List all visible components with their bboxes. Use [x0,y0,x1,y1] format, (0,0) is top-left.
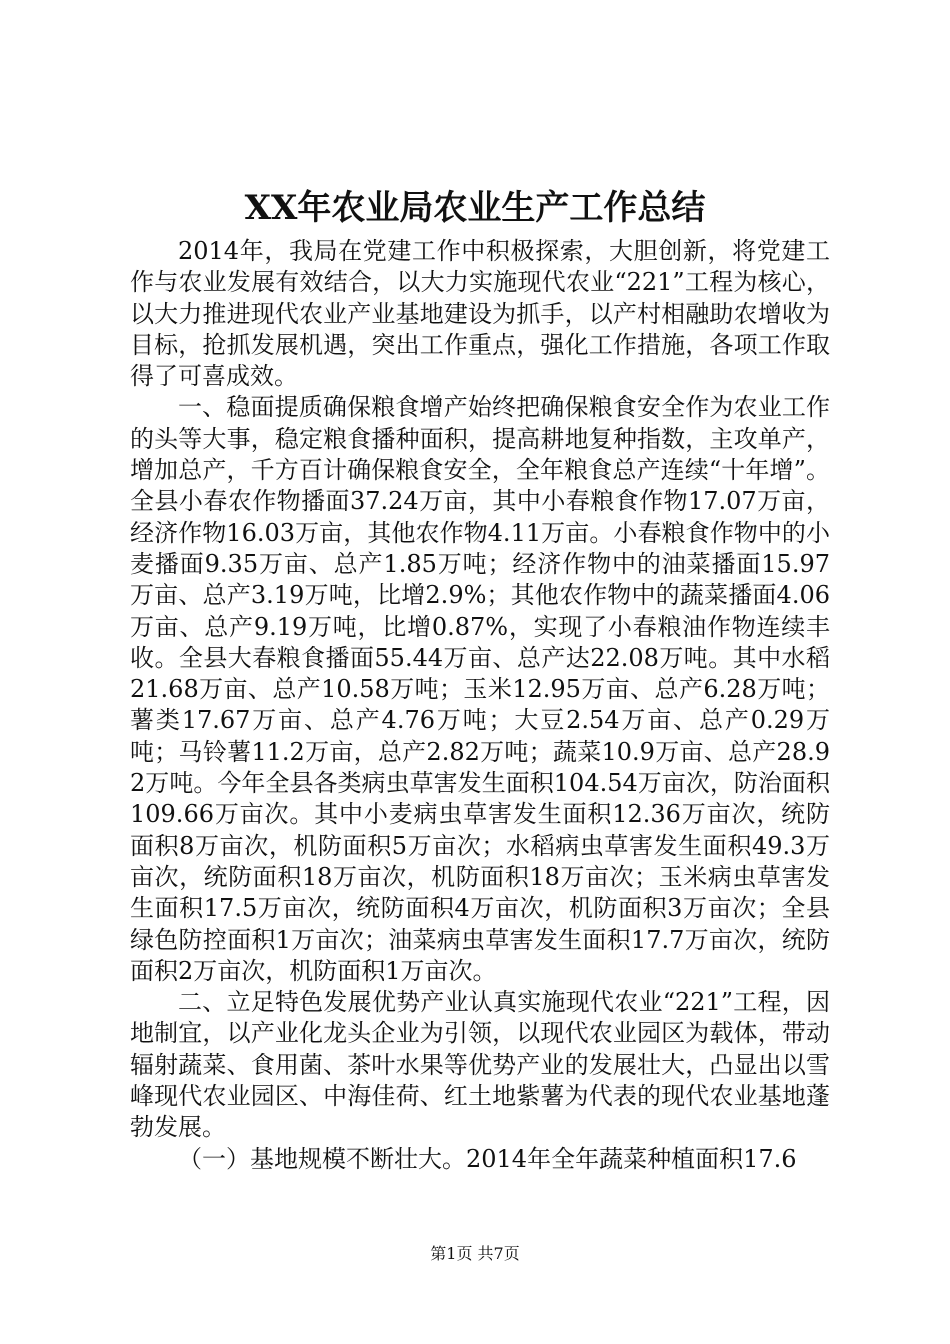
page-title: XX年农业局农业生产工作总结 [244,188,706,228]
paragraph-intro: 2014年，我局在党建工作中积极探索，大胆创新，将党建工作与农业发展有效结合，以大力实施现代农业“221”工程为核心，以大力推进现代农业产业基地建设为抓手，以产村相融助农增收为目标，抢抓发展机遇，突出工作重点，强化工作措施，各项工作取得了可喜成效。 [130,237,830,391]
paragraph-section-one: 一、稳面提质确保粮食增产始终把确保粮食安全作为农业工作的头等大事，稳定粮食播种面积，提高耕地复种指数，主攻单产，增加总产，千方百计确保粮食安全，全年粮食总产连续“十年增”。全县小春农作物播面37.24万亩，其中小春粮食作物17.07万亩，经济作物16.03万亩，其他农作物4.11万亩。小春粮食作物中的小麦播面9.35万亩、总产1.85万吨；经济作物中的油菜播面15.97万亩、总产3.19万吨，比增2.9%；其他农作物中的蔬菜播面4.06万亩、总产9.19万吨，比增0.87%，实现了小春粮油作物连续丰收。全县大春粮食播面55.44万亩、总产达22.08万吨。其中水稻21.68万亩、总产10.58万吨；玉米12.95万亩、总产6.28万吨；薯类17.67万亩、总产4.76万吨；大豆2.54万亩、总产0.29万吨；马铃薯11.2万亩，总产2.82万吨；蔬菜10.9万亩、总产28.92万吨。今年全县各类病虫草害发生面积104.54万亩次，防治面积109.66万亩次。其中小麦病虫草害发生面积12.36万亩次，统防面积8万亩次，机防面积5万亩次；水稻病虫草害发生面积49.3万亩次，统防面积18万亩次，机防面积18万亩次；玉米病虫草害发生面积17.5万亩次，统防面积4万亩次，机防面积3万亩次；全县绿色防控面积1万亩次；油菜病虫草害发生面积17.7万亩次，统防面积2万亩次，机防面积1万亩次。 [130,393,830,985]
paragraph-section-two: 二、立足特色发展优势产业认真实施现代农业“221”工程，因地制宜，以产业化龙头企业为引领，以现代农业园区为载体，带动辐射蔬菜、食用菌、茶叶水果等优势产业的发展壮大，凸显出以雪峰现代农业园区、中海佳荷、红土地紫薯为代表的现代农业基地蓬勃发展。 [130,988,830,1142]
page-footer: 第1页 共7页 [430,1244,520,1263]
document-body [130,236,830,1175]
paragraph-subsection-one: （一）基地规模不断壮大。2014年全年蔬菜种植面积17.6 [178,1144,797,1173]
